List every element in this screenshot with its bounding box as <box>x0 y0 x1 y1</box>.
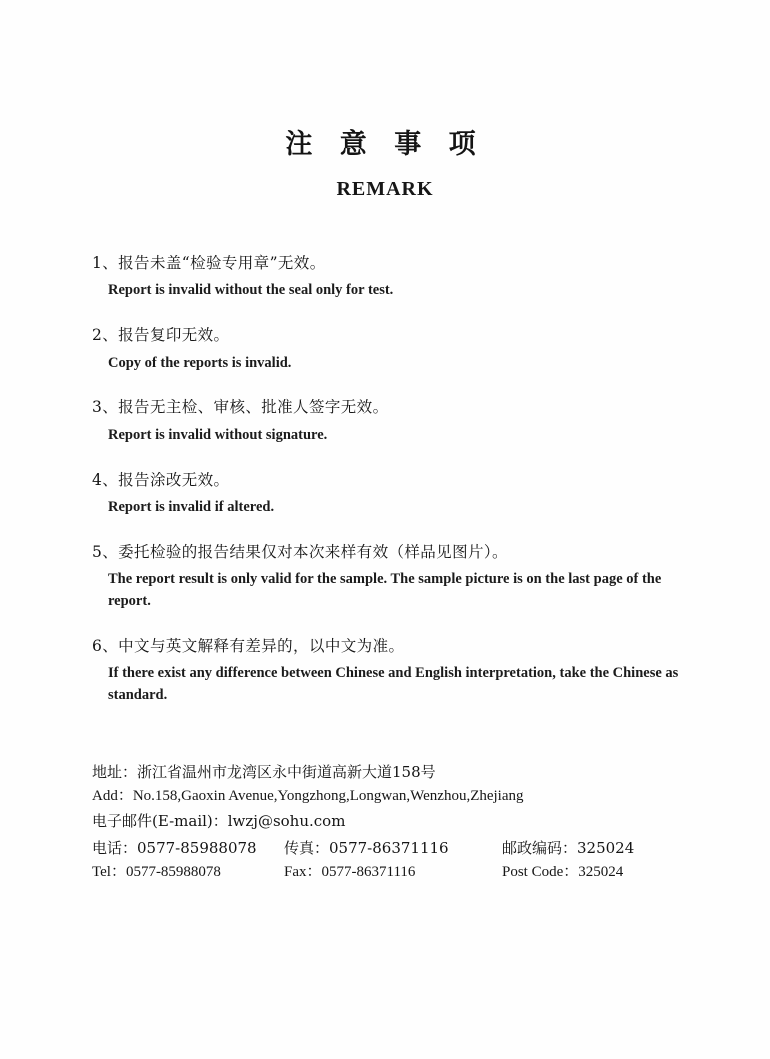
postcode-chinese: 邮政编码：325024 <box>502 838 635 857</box>
remark-text-english: Report is invalid without the seal only for test. <box>108 282 394 299</box>
page-title-english: REMARK <box>336 178 434 200</box>
fax-chinese: 传真：0577-86371116 <box>284 838 449 857</box>
contact-row-english <box>92 860 692 884</box>
telephone-chinese: 电话：0577-85988078 <box>92 838 257 857</box>
remark-text-chinese: 6、中文与英文解释有差异的，以中文为准。 <box>92 636 405 655</box>
postcode-english: Post Code：325024 <box>502 863 624 880</box>
address-english: Add：No.158,Gaoxin Avenue,Yongzhong,Longwan,Wenzhou,Zhejiang <box>92 788 524 805</box>
remark-text-chinese: 3、报告无主检、审核、批准人签字无效。 <box>92 398 389 417</box>
fax-english: Fax：0577-86371116 <box>284 863 416 880</box>
list-item <box>92 252 682 302</box>
footer-contact-block <box>92 760 692 884</box>
remark-text-english: If there exist any difference between Chinese and English interpretation, take the Chinese as standard. <box>108 665 679 704</box>
remark-text-english: The report result is only valid for the sample. The sample picture is on the last page of the report. <box>108 571 662 610</box>
telephone-english: Tel：0577-85988078 <box>92 863 221 880</box>
remark-text-english: Copy of the reports is invalid. <box>108 354 292 371</box>
list-item <box>92 469 682 519</box>
remark-text-chinese: 5、委托检验的报告结果仅对本次来样有效（样品见图片）。 <box>92 542 508 561</box>
list-item <box>92 541 682 613</box>
contact-row-chinese <box>92 836 692 860</box>
address-chinese: 地址：浙江省温州市龙湾区永中街道高新大道158号 <box>92 763 436 781</box>
email-line: 电子邮件(E-mail)：lwzj@sohu.com <box>92 811 346 830</box>
list-item <box>92 396 682 446</box>
list-item <box>92 324 682 374</box>
remark-list <box>92 252 682 729</box>
remark-text-english: Report is invalid if altered. <box>108 499 275 516</box>
list-item <box>92 635 682 707</box>
remark-text-chinese: 2、报告复印无效。 <box>92 326 230 345</box>
remark-text-english: Report is invalid without signature. <box>108 426 328 443</box>
page-title-chinese: 注 意 事 项 <box>285 129 485 160</box>
remark-text-chinese: 1、报告未盖“检验专用章”无效。 <box>92 254 326 272</box>
remark-text-chinese: 4、报告涂改无效。 <box>92 470 230 489</box>
